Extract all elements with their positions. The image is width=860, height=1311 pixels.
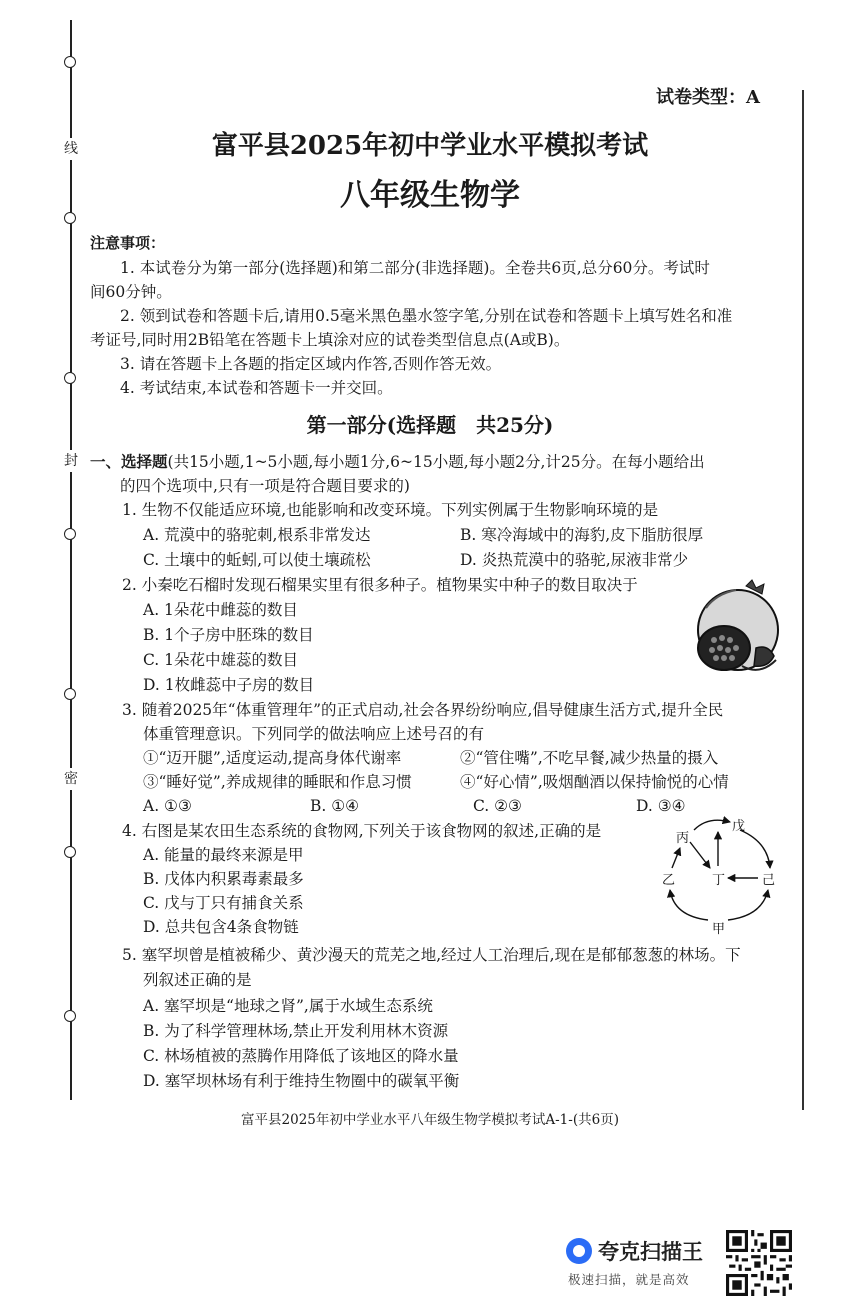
q4-stem: 4. 右图是某农田生态系统的食物网,下列关于该食物网的叙述,正确的是: [122, 822, 602, 840]
q3-statement-1: ①“迈开腿”,适度运动,提高身体代谢率: [143, 749, 402, 767]
q4-option-a: A. 能量的最终来源是甲: [143, 846, 304, 864]
node-yi: 乙: [662, 873, 676, 888]
q3-option-d: D. ③④: [636, 797, 686, 815]
quark-logo-icon: [566, 1238, 592, 1264]
q3-option-b: B. ①④: [310, 797, 360, 815]
food-web-arrow: [670, 890, 708, 920]
brand-slogan: 极速扫描，就是高效: [568, 1272, 690, 1287]
food-web-arrow: [740, 830, 770, 868]
node-jia: 甲: [712, 922, 726, 937]
food-web-arrow: [690, 842, 710, 868]
binding-hole: [64, 846, 76, 858]
subject-title: 八年级生物学: [340, 178, 520, 213]
node-bing: 丙: [676, 831, 690, 846]
q5-option-d: D. 塞罕坝林场有利于维持生物圈中的碳氧平衡: [143, 1072, 460, 1090]
q3-stem-1: 3. 随着2025年“体重管理年”的正式启动,社会各界纷纷响应,倡导健康生活方式,提升全民: [122, 701, 724, 719]
food-web-arrow: [694, 820, 730, 830]
section-desc-2: 的四个选项中,只有一项是符合题目要求的): [120, 477, 410, 495]
q5-option-b: B. 为了科学管理林场,禁止开发利用林木资源: [143, 1022, 449, 1040]
q2-option-d: D. 1枚雌蕊中子房的数目: [143, 676, 315, 694]
node-ding: 丁: [712, 873, 726, 888]
q5-stem-1: 5. 塞罕坝曾是植被稀少、黄沙漫天的荒芜之地,经过人工治理后,现在是郁郁葱葱的林场。下: [122, 946, 741, 964]
q5-option-c: C. 林场植被的蒸腾作用降低了该地区的降水量: [143, 1047, 459, 1065]
notes-line-1: 1. 本试卷分为第一部分(选择题)和第二部分(非选择题)。全卷共6页,总分60分。考试时: [120, 259, 710, 277]
notes-line-5: 3. 请在答题卡上各题的指定区域内作答,否则作答无效。: [120, 355, 502, 373]
notes-line-6: 4. 考试结束,本试卷和答题卡一并交回。: [120, 379, 393, 397]
binding-hole: [64, 1010, 76, 1022]
notes-line-3: 2. 领到试卷和答题卡后,请用0.5毫米黑色墨水签字笔,分别在试卷和答题卡上填写姓名和准: [120, 307, 733, 325]
binding-hole: [64, 528, 76, 540]
exam-title: 富平县2025年初中学业水平模拟考试: [211, 131, 649, 161]
q3-statement-3: ③“睡好觉”,养成规律的睡眠和作息习惯: [143, 773, 412, 791]
section-desc-1: (共15小题,1~5小题,每小题1分,6~15小题,每小题2分,计25分。在每小题给出: [167, 453, 705, 471]
q1-option-a: A. 荒漠中的骆驼刺,根系非常发达: [143, 526, 371, 544]
paper-type: 试卷类型：A: [656, 87, 760, 108]
node-ji: 己: [762, 873, 776, 888]
notes-heading: 注意事项：: [90, 234, 166, 252]
q5-stem-2: 列叙述正确的是: [143, 971, 252, 989]
q3-option-a: A. ①③: [143, 797, 192, 815]
q3-stem-2: 体重管理意识。下列同学的做法响应上述号召的有: [143, 725, 485, 743]
q2-option-c: C. 1朵花中雄蕊的数目: [143, 651, 299, 669]
q3-statement-4: ④“好心情”,吸烟酗酒以保持愉悦的心情: [460, 773, 729, 791]
scanner-brand: [566, 1232, 716, 1292]
pomegranate-illustration: [676, 578, 784, 690]
q2-option-a: A. 1朵花中雌蕊的数目: [143, 601, 298, 619]
binding-hole: [64, 372, 76, 384]
binding-hole: [64, 688, 76, 700]
notes-line-4: 考证号,同时用2B铅笔在答题卡上填涂对应的试卷类型信息点(A或B)。: [90, 331, 570, 349]
q1-option-c: C. 土壤中的蚯蚓,可以使土壤疏松: [143, 551, 371, 569]
q4-option-b: B. 戊体内积累毒素最多: [143, 870, 304, 888]
q1-option-d: D. 炎热荒漠中的骆驼,尿液非常少: [460, 551, 689, 569]
notes-line-2: 间60分钟。: [90, 283, 172, 301]
q1-stem: 1. 生物不仅能适应环境,也能影响和改变环境。下列实例属于生物影响环境的是: [122, 501, 659, 519]
q2-option-b: B. 1个子房中胚珠的数目: [143, 626, 314, 644]
section-label: 一、选择题: [90, 452, 168, 471]
q3-statement-2: ②“管住嘴”,不吃早餐,减少热量的摄入: [460, 749, 719, 767]
right-margin-rule: [802, 90, 804, 1110]
qr-code-icon: [726, 1230, 792, 1296]
brand-name: 夸克扫描王: [598, 1240, 703, 1264]
q4-option-d: D. 总共包含4条食物链: [143, 918, 299, 936]
food-web-arrow: [728, 890, 768, 920]
binding-hole: [64, 56, 76, 68]
q2-stem: 2. 小秦吃石榴时发现石榴果实里有很多种子。植物果实中种子的数目取决于: [122, 576, 638, 594]
q3-option-c: C. ②③: [473, 797, 522, 815]
binding-label-feng: 封: [60, 450, 82, 472]
node-wu: 戊: [732, 819, 746, 834]
food-web-diagram: [646, 812, 786, 937]
binding-label-xian: 线: [60, 138, 82, 160]
q1-option-b: B. 寒冷海域中的海豹,皮下脂肪很厚: [460, 526, 704, 544]
food-web-arrow: [672, 848, 680, 868]
page-footer: 富平县2025年初中学业水平八年级生物学模拟考试A-1-(共6页): [241, 1112, 619, 1128]
binding-label-mi: 密: [60, 768, 82, 790]
q4-option-c: C. 戊与丁只有捕食关系: [143, 894, 304, 912]
q5-option-a: A. 塞罕坝是“地球之肾”,属于水域生态系统: [143, 997, 433, 1015]
part1-title: 第一部分(选择题 共25分): [306, 413, 554, 437]
